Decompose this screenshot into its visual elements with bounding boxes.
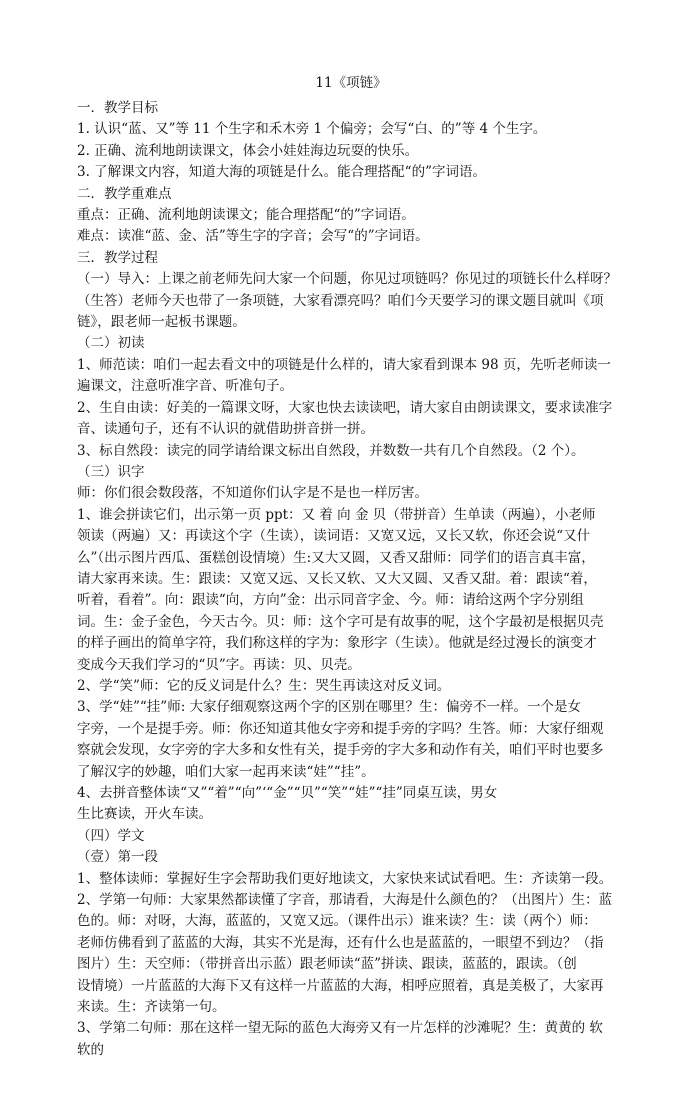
text-line: 3、标自然段：读完的同学请给课文标出自然段，并数数一共有几个自然段。（2 个）。 [77,442,585,459]
text-line: 音、读通句子，还有不认识的就借助拼音拼一拼。 [77,421,374,438]
text-line: 3. 了解课文内容，知道大海的项链是什么。能合理搭配“的”字词语。 [77,164,486,181]
text-line: 察就会发现，女字旁的字大多和女性有关，提手旁的字大多和动作有关，咱们平时也要多 [77,742,604,759]
text-line: 3、学第二句师：那在这样一望无际的蓝色大海旁又有一片怎样的沙滩呢？生：黄黄的 软 [77,1020,603,1037]
text-line: 设情境）一片蓝蓝的大海下又有这样一片蓝蓝的大海，相呼应照着，真是美极了，大家再 [77,977,604,994]
text-line: 2、学第一句师：大家果然都读懂了字音，那请看，大海是什么颜色的？（出图片）生：蓝 [77,892,613,909]
text-line: 生比赛读，开火车读。 [77,806,212,823]
text-line: 图片）生：天空师：（带拼音出示蓝）跟老师读“蓝”拼读、跟读，蓝蓝的，跟读。（创 [77,956,577,973]
text-line: 2. 正确、流利地朗读课文，体会小娃娃海边玩耍的快乐。 [77,142,419,159]
text-line: 难点：读准“蓝、金、活”等生字的字音；会写“的”字词语。 [77,228,429,245]
text-line: （壹）第一段 [77,849,158,866]
text-line: 二．教学重难点 [77,185,172,202]
text-line: 三．教学过程 [77,249,158,266]
text-line: 2、生自由读：好美的一篇课文呀，大家也快去读读吧，请大家自由朗读课文，要求读准字 [77,399,613,416]
text-line: 链》，跟老师一起板书课题。 [77,314,246,331]
text-line: 重点：正确、流利地朗读课文；能合理搭配“的”字词语。 [77,207,415,224]
text-line: 词。生：金子金色，今天古今。贝：师：这个字可是有故事的呢，这个字最初是根据贝壳 [77,613,604,630]
text-line: （二）初读 [77,335,145,352]
document-title: 11《项链》 [315,75,387,91]
text-line: 软的 [77,1041,104,1058]
text-line: 遍课文，注意听准字音、听准句子。 [77,378,293,395]
text-line: 1、谁会拼读它们，出示第一页 ppt：又 着 向 金 贝（带拼音）生单读（两遍），小老师 [77,506,596,523]
text-line: 了解汉字的妙趣，咱们大家一起再来读“娃”“挂”。 [77,763,375,780]
text-line: 1、师范读：咱们一起去看文中的项链是什么样的，请大家看到课本 98 页，先听老师读一 [77,356,611,373]
text-line: 1. 认识“蓝、又”等 11 个生字和禾木旁 1 个偏旁；会写“白、的”等 4 个生字。 [77,121,547,138]
text-line: 字旁，一个是提手旁。师：你还知道其他女字旁和提手旁的字吗？生答。师：大家仔细观 [77,720,604,737]
text-line: （三）识字 [77,463,145,480]
document-body [77,98,625,1061]
text-line: （一）导入：上课之前老师先问大家一个问题，你见过项链吗？你见过的项链长什么样呀？ [77,271,617,288]
text-line: （生答）老师今天也带了一条项链，大家看漂亮吗？咱们今天要学习的课文题目就叫《项 [77,292,604,309]
text-line: 听着，看着”。向：跟读“向，方向”金：出示同音字金、今。师：请给这两个字分别组 [77,592,584,609]
text-line: 一．教学目标 [77,100,158,116]
text-line: 变成今天我们学习的“贝”字。再读：贝、贝壳。 [77,656,361,673]
text-line: 老师仿佛看到了蓝蓝的大海，其实不光是海，还有什么也是蓝蓝的，一眼望不到边？（指 [77,934,604,951]
text-line: 请大家再来读。生：跟读：又宽又远、又长又软、又大又圆、又香又甜。着：跟读“着， [77,570,597,587]
text-line: 色的。师：对呀，大海，蓝蓝的，又宽又远。（课件出示）谁来读？生：读（两个）师： [77,913,597,930]
text-line: 师：你们很会数段落，不知道你们认字是不是也一样厉害。 [77,485,428,502]
text-line: 2、学“笑”师：它的反义词是什么？生：哭生再读这对反义词。 [77,677,451,694]
text-line: 1、整体读师：掌握好生字会帮助我们更好地读文，大家快来试试看吧。生：齐读第一段。 [77,870,613,887]
text-line: （四）学文 [77,827,145,844]
text-line: 来读。生：齐读第一句。 [77,999,226,1016]
text-line: 么”（出示图片西瓜、蛋糕创设情境）生:又大又圆，又香又甜师：同学们的语言真丰富， [77,549,595,566]
document-page [77,74,625,1061]
text-line: 的样子画出的简单字符，我们称这样的字为：象形字（生读）。他就是经过漫长的演变才 [77,635,597,652]
text-line: 领读（两遍）又：再读这个字（生读），读词语：又宽又远，又长又软，你还会说“又什 [77,528,591,545]
text-line: 4、去拼音整体读“又”“着”“向”‘“金”“贝”“笑”“娃”“挂”同桌互读，男女 [77,785,498,801]
text-line: 3、学“娃”“挂”师: 大家仔细观察这两个字的区别在哪里？生：偏旁不一样。一个是女 [77,699,582,716]
